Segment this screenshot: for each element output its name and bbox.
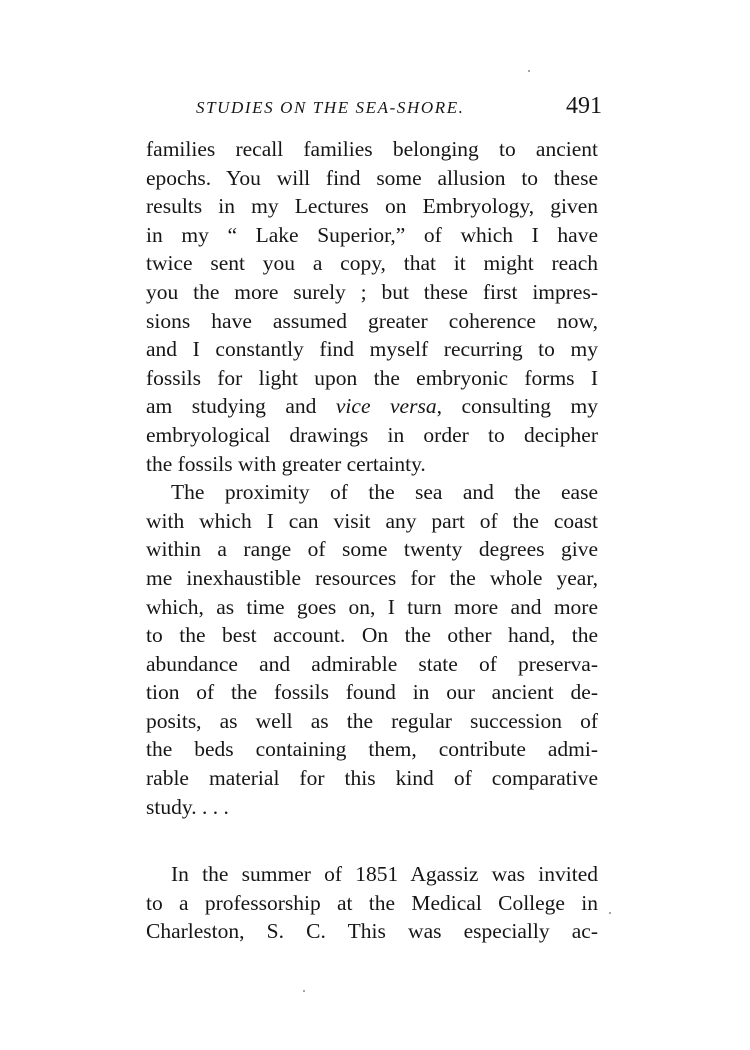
text-line: the beds containing them, contribute admi-: [146, 737, 598, 762]
text-line: In the summer of 1851 Agassiz was invited: [171, 862, 598, 887]
paper-speck: [303, 990, 305, 992]
body-text: [146, 135, 598, 946]
page-number: 491: [566, 93, 602, 119]
text-line: me inexhaustible resources for the whole year,: [146, 565, 598, 590]
text-line: rable material for this kind of comparative: [146, 766, 598, 791]
text-line: The proximity of the sea and the ease: [171, 480, 598, 505]
text-line: with which I can visit any part of the coast: [146, 508, 598, 533]
text-line: the fossils with greater certainty.: [146, 451, 426, 476]
running-title: STUDIES ON THE SEA-SHORE.: [196, 98, 465, 117]
text-line: to a professorship at the Medical College in: [146, 890, 598, 915]
text-line: which, as time goes on, I turn more and more: [146, 594, 598, 619]
paper-speck: [528, 70, 530, 72]
text-line: in my “ Lake Superior,” of which I have: [146, 222, 598, 247]
text-line: to the best account. On the other hand, the: [146, 623, 598, 648]
text-line: abundance and admirable state of preserva-: [146, 651, 598, 676]
text-line: study. . . .: [146, 794, 229, 819]
text-line: embryological drawings in order to decipher: [146, 422, 598, 447]
text-line: results in my Lectures on Embryology, given: [146, 194, 598, 219]
paragraph-professorship: [146, 860, 598, 946]
text-line: epochs. You will find some allusion to these: [146, 165, 598, 190]
text-line: Charleston, S. C. This was especially ac-: [146, 919, 598, 944]
page-header: [196, 93, 602, 126]
text-line: and I constantly find myself recurring to my: [146, 337, 598, 362]
text-line: you the more surely ; but these first impres-: [146, 279, 598, 304]
text-line: twice sent you a copy, that it might reach: [146, 251, 598, 276]
text-line: tion of the fossils found in our ancient de-: [146, 680, 598, 705]
paragraph-letter-excerpt: [146, 135, 598, 478]
text-line: posits, as well as the regular succession of: [146, 708, 598, 733]
paragraph-gap: [146, 821, 598, 860]
text-line: within a range of some twenty degrees give: [146, 537, 598, 562]
paragraph-sea-proximity: [146, 478, 598, 821]
text-line: families recall families belonging to ancient: [146, 137, 598, 161]
text-line-italic-phrase: am studying and vice versa, consulting my: [146, 394, 599, 419]
paper-speck: [609, 912, 611, 914]
text-line: sions have assumed greater coherence now,: [146, 308, 598, 333]
italic-phrase: vice versa: [335, 394, 437, 419]
text-line: fossils for light upon the embryonic forms I: [146, 365, 598, 390]
